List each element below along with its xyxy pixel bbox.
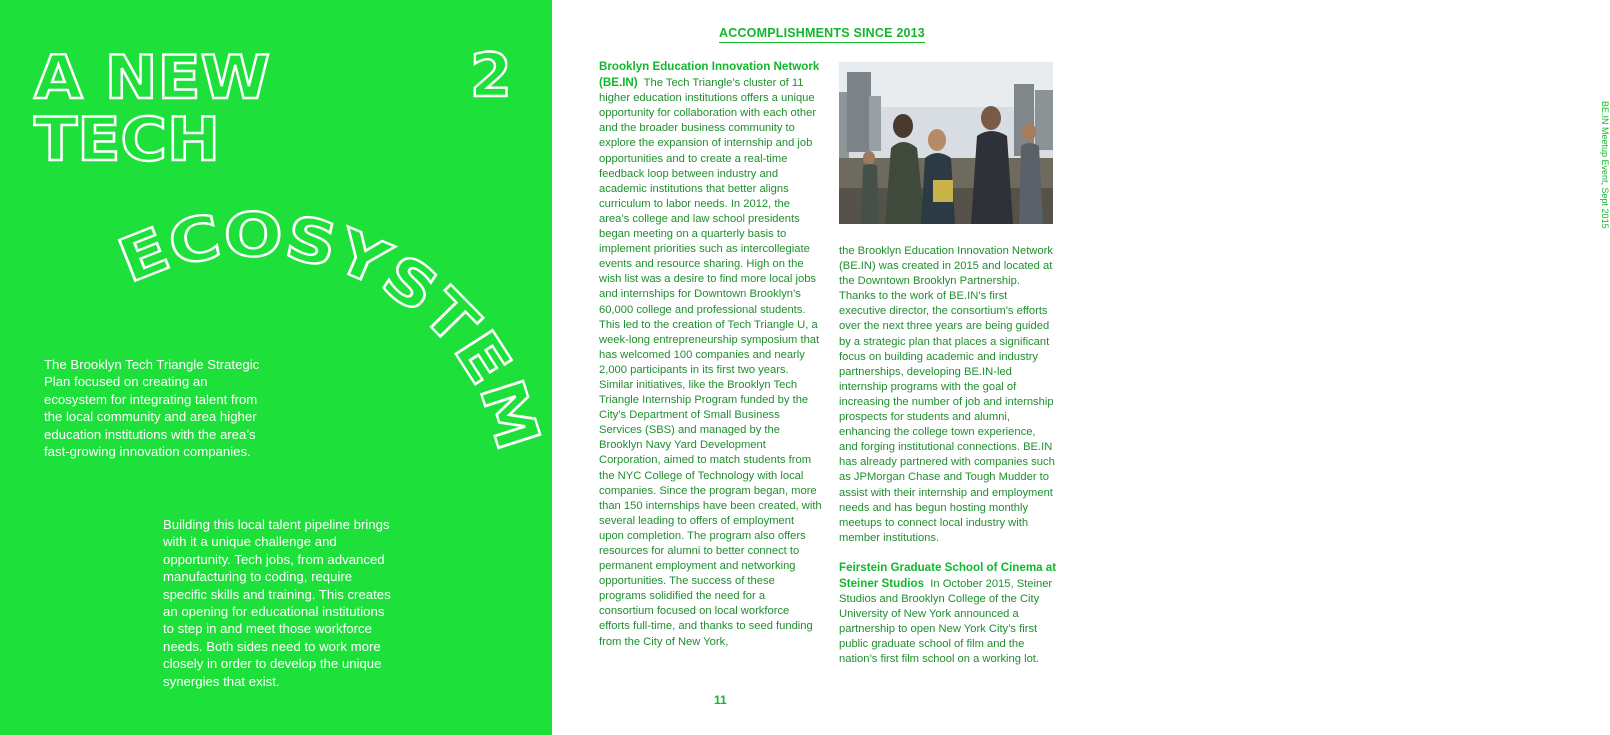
feirstein-paragraph	[839, 560, 1057, 668]
title-line-2: TECH	[34, 105, 220, 175]
pipeline-paragraph: Building this local talent pipeline brings with it a unique challenge and opportunity. Tech jobs, from advanced manufacturing to coding, require specific skills and training. This creates an opening for educational institutions to step in and meet those workforce needs. Both sides need to work more closely in order to develop the unique synergies that exist.	[163, 517, 391, 689]
bein-body-part2: the Brooklyn Education Innovation Network (BE.IN) was created in 2015 and located at the Downtown Brooklyn Partnership. Thanks to the work of BE.IN’s first executive director, the consortium’s efforts over the next three years are being guided by a strategic plan that places a significant focus on building academic and industry partnerships, developing BE.IN-led internship programs with the goal of increasing the number of job and internship prospects for students and alumni, enhancing the college town experience, and forging institutional connections. BE.IN has already partnered with companies such as JPMorgan Chase and Tough Mudder to assist with their internship and employment needs and has begun hosting monthly meetups to connect local industry with member institutions.	[839, 245, 1055, 544]
feirstein-body: In October 2015, Steiner Studios and Brooklyn College of the City University of New York announced a partnership to open New York City’s first public graduate school of film and the nation’s first film school on a working lot.	[839, 577, 1053, 666]
text-column-2	[839, 244, 1057, 668]
title-line-1: A NEW	[34, 43, 270, 113]
title-arc-text: ECOSYSTEM	[109, 200, 551, 450]
left-page	[0, 0, 552, 735]
text-column-1	[599, 59, 822, 650]
bein-body-part1: The Tech Triangle’s cluster of 11 higher education institutions offers a unique opportunity for collaboration with each other and the broader business community to explore the expansion of internship and job opportunities and to create a real-time feedback loop between industry and academic institutions that better aligns curriculum to labor needs. In 2012, the area’s college and law school presidents began meeting on a quarterly basis to implement priorities such as intercollegiate events and resource sharing. High on the wish list was a desire to find more local jobs and internships for Downtown Brooklyn’s 60,000 college and professional students. This led to the creation of Tech Triangle U, a week-long entrepreneurship symposium that has welcomed 100 companies and nearly 2,000 participants in its first two years. Similar initiatives, like the Brooklyn Tech Triangle Internship Program funded by the City’s Department of Small Business Services (SBS) and managed by the Brooklyn Navy Yard Development Corporation, aimed to match students from the NYC College of Technology with local companies. Since the program began, more than 150 internships have been created, with several leading to offers of employment upon completion. The program also offers resources for alumni to better connect to permanent employment and networking opportunities. The success of these programs solidified the need for a consortium focused on local workforce efforts full-time, and thanks to seed funding from the City of New York,	[599, 77, 822, 648]
page-number: 11	[714, 693, 727, 707]
feirstein-heading: Feirstein Graduate School of Cinema at Steiner Studios	[839, 560, 1057, 590]
photo-caption: BE.IN Meetup Event, Sept 2015	[1600, 101, 1610, 229]
event-photo	[839, 62, 1053, 224]
section-header: ACCOMPLISHMENTS SINCE 2013	[719, 26, 925, 43]
chapter-number: 2	[470, 41, 512, 111]
bein-heading: Brooklyn Education Innovation Network (BE.IN)	[599, 60, 820, 90]
right-page	[552, 0, 1610, 735]
intro-paragraph: The Brooklyn Tech Triangle Strategic Plan focused on creating an ecosystem for integrating talent from the local community and area higher education institutions with the area’s fast-growing innovation companies.	[44, 357, 260, 460]
